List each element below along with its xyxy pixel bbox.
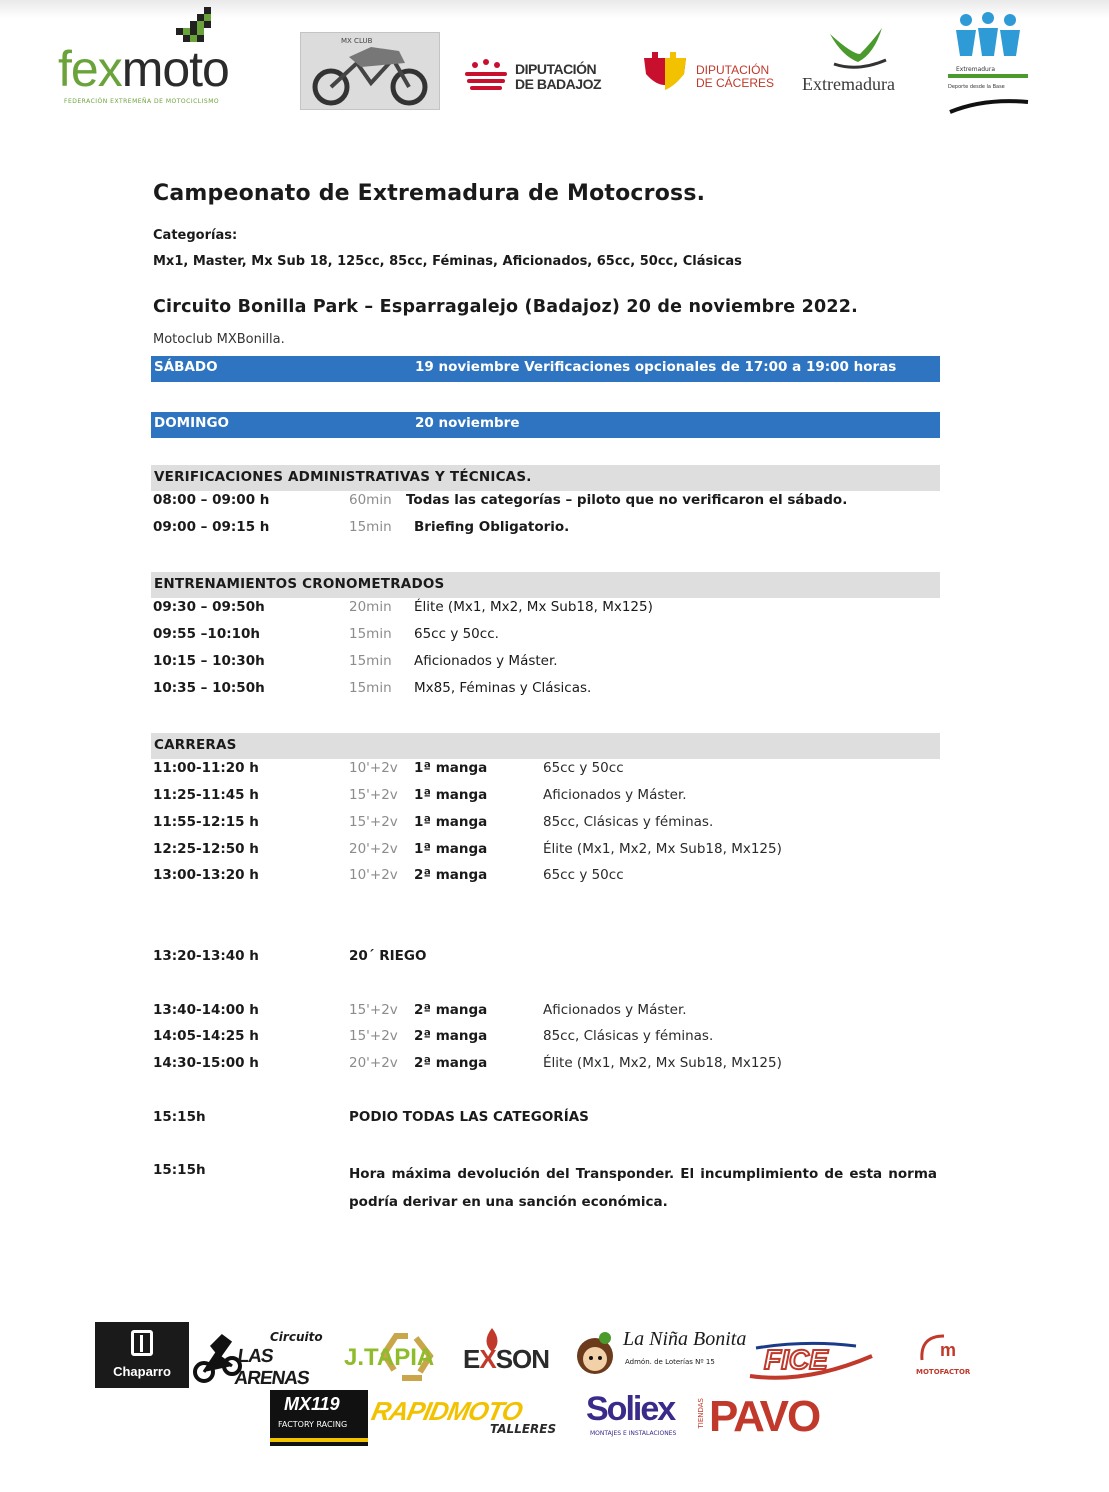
fexmoto-logo xyxy=(58,6,278,106)
deporte-subtitle: Deporte desde la Base xyxy=(948,84,1005,90)
extremadura-deporte-logo xyxy=(944,12,1032,116)
diputacion-badajoz-name: DIPUTACIÓN DE BADAJOZ xyxy=(515,61,602,92)
transponder-row: 15:15h xyxy=(153,1162,206,1178)
badajoz-emblem-icon xyxy=(463,58,509,98)
categories-label: Categorías: xyxy=(153,228,238,243)
race-row: 11:25-11:45 h 15'+2v 1ª manga Aficionados y Máster. xyxy=(153,787,687,803)
saturday-bar xyxy=(151,356,940,382)
extremadura-logo xyxy=(800,24,918,104)
people-icon xyxy=(944,12,1032,116)
girl-face-icon xyxy=(571,1328,621,1382)
sunday-text: 20 noviembre xyxy=(415,415,520,431)
svg-text:m: m xyxy=(940,1340,957,1360)
sunday-day: DOMINGO xyxy=(154,415,229,431)
section-title: CARRERAS xyxy=(154,737,237,753)
motoclub-caption: MX CLUB xyxy=(341,37,373,45)
race-row: 13:00-13:20 h 10'+2v 2ª manga 65cc y 50cc xyxy=(153,867,624,883)
categories-list: Mx1, Master, Mx Sub 18, 125cc, 85cc, Féminas, Aficionados, 65cc, 50cc, Clásicas xyxy=(153,254,742,269)
section-title: VERIFICACIONES ADMINISTRATIVAS Y TÉCNICAS. xyxy=(154,469,532,485)
race-row: 12:25-12:50 h 20'+2v 1ª manga Élite (Mx1, Mx2, Mx Sub18, Mx125) xyxy=(153,841,782,857)
deporte-title: Extremadura xyxy=(956,66,995,73)
sponsor-motofactor-logo: m MOTOFACTOR xyxy=(910,1330,980,1384)
race-row: 11:55-12:15 h 15'+2v 1ª manga 85cc, Clásicas y féminas. xyxy=(153,814,714,830)
document-title: Campeonato de Extremadura de Motocross. xyxy=(153,181,706,206)
saturday-text: 19 noviembre Verificaciones opcionales de 17:00 a 19:00 horas xyxy=(415,359,897,375)
diputacion-badajoz-logo xyxy=(463,58,603,98)
motoclub-photo xyxy=(300,32,440,110)
venue-line: Circuito Bonilla Park – Esparragalejo (Badajoz) 20 de noviembre 2022. xyxy=(153,297,858,317)
diputacion-caceres-name: DIPUTACIÓN DE CÁCERES xyxy=(696,63,775,90)
riego-row: 13:20-13:40 h 20´ RIEGO xyxy=(153,948,427,964)
sponsor-fice-logo: FICE xyxy=(746,1338,876,1384)
schedule-row: 09:30 – 09:50h 20min Élite (Mx1, Mx2, Mx Sub18, Mx125) xyxy=(153,599,653,615)
chaparro-icon xyxy=(131,1330,153,1356)
sponsor-las-arenas-logo: Circuito LAS ARENAS xyxy=(192,1326,342,1388)
fexmoto-subtitle: FEDERACIÓN EXTREMEÑA DE MOTOCICLISMO xyxy=(64,98,220,105)
caceres-shield-icon xyxy=(640,50,690,96)
schedule-row: 10:15 – 10:30h 15min Aficionados y Máster. xyxy=(153,653,558,669)
race-row: 11:00-11:20 h 10'+2v 1ª manga 65cc y 50cc xyxy=(153,760,624,776)
section-title: ENTRENAMIENTOS CRONOMETRADOS xyxy=(154,576,445,592)
sponsor-soliex-logo: Soliex MONTAJES E INSTALACIONES xyxy=(586,1390,677,1437)
schedule-row: 09:55 –10:10h 15min 65cc y 50cc. xyxy=(153,626,499,642)
extremadura-leaf-icon xyxy=(800,24,918,74)
section-entrenamientos xyxy=(151,572,940,598)
race-row: 14:05-14:25 h 15'+2v 2ª manga 85cc, Clásicas y féminas. xyxy=(153,1028,714,1044)
sponsor-chaparro-logo: Chaparro xyxy=(95,1322,189,1388)
podio-row: 15:15h PODIO TODAS LAS CATEGORÍAS xyxy=(153,1109,589,1125)
saturday-day: SÁBADO xyxy=(154,359,218,375)
transponder-note: Hora máxima devolución del Transponder. El incumplimiento de esta norma podría derivar en una sanción económica. xyxy=(349,1166,937,1210)
motofactor-emblem-icon xyxy=(910,1330,980,1366)
section-verificaciones xyxy=(151,465,940,491)
sponsor-exson-logo: EXSON xyxy=(463,1326,559,1386)
schedule-row: 09:00 – 09:15 h 15min Briefing Obligatorio. xyxy=(153,519,570,535)
sunday-bar xyxy=(151,412,940,438)
sponsor-rapidmoto-logo: RAPIDMOTO TALLERES xyxy=(368,1396,557,1436)
sponsor-nina-bonita-logo: La Niña Bonita Admón. de Loterías Nº 15 xyxy=(571,1328,741,1384)
schedule-row: 10:35 – 10:50h 15min Mx85, Féminas y Clásicas. xyxy=(153,680,592,696)
extremadura-name: Extremadura xyxy=(802,74,895,94)
sponsor-pavo-logo: TIENDAS PAVO xyxy=(697,1392,820,1441)
fexmoto-wordmark: fexmoto xyxy=(58,41,229,97)
race-row: 14:30-15:00 h 20'+2v 2ª manga Élite (Mx1, Mx2, Mx Sub18, Mx125) xyxy=(153,1055,782,1071)
section-carreras xyxy=(151,733,940,759)
schedule-row: 08:00 – 09:00 h 60min Todas las categorías – piloto que no verificaron el sábado. xyxy=(153,492,848,508)
diputacion-caceres-logo xyxy=(640,50,790,100)
motoclub-name: Motoclub MXBonilla. xyxy=(153,332,285,347)
mx119-stripe xyxy=(270,1438,368,1442)
sponsor-tapia-logo: J.TAPIA xyxy=(344,1326,454,1386)
sponsor-mx119-logo: MX119 FACTORY RACING xyxy=(270,1390,368,1446)
race-row: 13:40-14:00 h 15'+2v 2ª manga Aficionados y Máster. xyxy=(153,1002,687,1018)
